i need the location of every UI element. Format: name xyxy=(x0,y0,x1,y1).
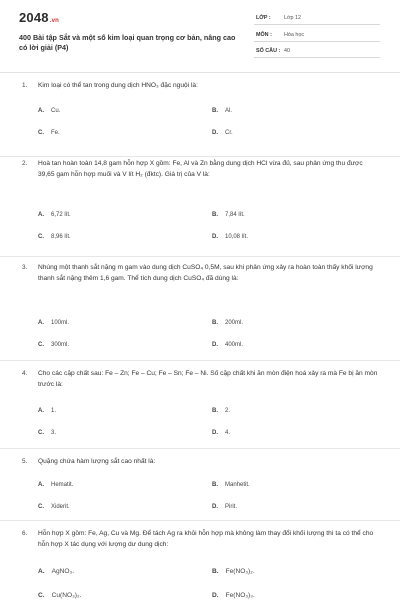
question-number: 6. xyxy=(22,530,28,537)
option-text: 4. xyxy=(225,430,231,436)
option-text: Cu(NO₃)₂. xyxy=(51,592,82,599)
option-text: AgNO₃. xyxy=(51,568,75,575)
question-item xyxy=(0,362,400,449)
option-letter: D. xyxy=(212,430,218,436)
option-letter: A. xyxy=(38,568,45,575)
question-stem: Hoà tan hoàn toàn 14,8 gam hỗn hợp X gồm: Fe, Al và Zn bằng dung dịch HCl vừa đủ, sau phản ứng thu được 39,65 gam hỗn hợp muối và V lít H₂ (đktc). Giá trị của V là: xyxy=(38,160,363,178)
meta-label: SỐ CÂU : xyxy=(256,48,281,54)
option-a[interactable] xyxy=(38,212,71,218)
option-c[interactable] xyxy=(38,504,70,510)
question-item xyxy=(0,522,400,612)
question-stem: Cho các cặp chất sau: Fe – Zn; Fe – Cu; Fe – Sn; Fe – Ni. Số cặp chất khi ăn mòn điện hoá xảy ra mà Fe bị ăn mòn trước là: xyxy=(38,370,378,388)
option-b[interactable] xyxy=(212,212,245,218)
option-text: Manhetit. xyxy=(225,482,250,488)
question-number: 1. xyxy=(22,82,28,89)
option-letter: D. xyxy=(212,130,218,136)
option-letter: B. xyxy=(212,482,218,488)
meta-question-count xyxy=(254,45,380,58)
option-a[interactable] xyxy=(38,108,60,114)
meta-value: Lớp 12 xyxy=(284,15,302,21)
meta-value: Hóa học xyxy=(284,32,305,38)
option-d[interactable] xyxy=(212,504,237,510)
option-c[interactable] xyxy=(38,130,60,136)
option-text: 400ml. xyxy=(225,342,244,348)
question-item xyxy=(0,152,400,257)
option-text: Fe(NO₃)₃. xyxy=(225,592,255,599)
meta-label: MÔN : xyxy=(256,32,272,38)
option-a[interactable] xyxy=(38,568,74,575)
option-c[interactable] xyxy=(38,430,56,436)
option-letter: C. xyxy=(38,130,44,136)
option-c[interactable] xyxy=(38,234,71,240)
option-d[interactable] xyxy=(212,430,230,436)
option-letter: B. xyxy=(212,108,218,114)
option-letter: B. xyxy=(212,212,218,218)
option-letter: D. xyxy=(212,504,218,510)
question-number: 4. xyxy=(22,370,28,377)
option-b[interactable] xyxy=(212,568,255,575)
document-header xyxy=(0,0,400,72)
option-c[interactable] xyxy=(38,342,69,348)
option-text: 100ml. xyxy=(51,320,70,326)
meta-label: LỚP : xyxy=(256,15,271,21)
question-number: 5. xyxy=(22,458,28,465)
option-text: 200ml. xyxy=(225,320,244,326)
option-b[interactable] xyxy=(212,408,230,414)
logo-suffix: .vn xyxy=(49,18,60,24)
option-b[interactable] xyxy=(212,108,232,114)
question-item xyxy=(0,256,400,361)
option-letter: A. xyxy=(38,482,44,488)
option-letter: B. xyxy=(212,568,219,575)
logo-text: 2048 xyxy=(19,10,49,25)
option-text: 10,08 lít. xyxy=(225,234,249,240)
option-text: 1. xyxy=(51,408,57,414)
meta-value: 40 xyxy=(284,48,290,54)
option-letter: B. xyxy=(212,408,218,414)
option-text: Hematit. xyxy=(51,482,74,488)
option-d[interactable] xyxy=(212,342,243,348)
site-logo[interactable] xyxy=(19,10,59,25)
option-letter: C. xyxy=(38,234,44,240)
option-text: 2. xyxy=(225,408,231,414)
option-text: 7,84 lít. xyxy=(225,212,245,218)
option-a[interactable] xyxy=(38,482,73,488)
option-d[interactable] xyxy=(212,234,248,240)
option-letter: C. xyxy=(38,592,45,599)
question-stem: Nhúng một thanh sắt nặng m gam vào dung dịch CuSO₄ 0,5M, sau khi phản ứng xảy ra hoàn toàn thấy khối lượng thanh sắt nặng thêm 1,6 gam. Thể tích dung dịch CuSO₄ đã dùng là: xyxy=(38,264,373,282)
option-d[interactable] xyxy=(212,592,255,599)
option-text: 300ml. xyxy=(51,342,70,348)
option-letter: A. xyxy=(38,320,44,326)
option-a[interactable] xyxy=(38,320,69,326)
option-text: 3. xyxy=(51,430,57,436)
option-text: Fe(NO₃)₂. xyxy=(225,568,255,575)
question-stem: Kim loại có thể tan trong dung dịch HNO₃ đặc nguội là: xyxy=(38,82,198,89)
option-letter: B. xyxy=(212,320,218,326)
option-text: Al. xyxy=(225,108,233,114)
option-b[interactable] xyxy=(212,320,243,326)
header-divider xyxy=(0,72,400,73)
question-stem: Quặng chứa hàm lượng sắt cao nhất là: xyxy=(38,458,156,465)
option-text: 8,96 lít. xyxy=(51,234,71,240)
option-text: Xiderit. xyxy=(51,504,70,510)
option-a[interactable] xyxy=(38,408,56,414)
option-text: Pirit. xyxy=(225,504,237,510)
option-letter: C. xyxy=(38,342,44,348)
option-text: Cr. xyxy=(225,130,233,136)
question-item xyxy=(0,450,400,521)
option-letter: D. xyxy=(212,234,218,240)
option-text: Cu. xyxy=(51,108,61,114)
option-text: Fe. xyxy=(51,130,60,136)
option-letter: D. xyxy=(212,342,218,348)
meta-subject xyxy=(254,29,380,42)
option-letter: C. xyxy=(38,504,44,510)
option-letter: C. xyxy=(38,430,44,436)
question-item xyxy=(0,74,400,157)
option-letter: A. xyxy=(38,212,44,218)
document-title: 400 Bài tập Sắt và một số kim loại quan trọng cơ bản, nâng cao có lời giải (P4) xyxy=(19,33,236,52)
question-stem: Hỗn hợp X gồm: Fe, Ag, Cu và Mg. Để tách Ag ra khỏi hỗn hợp mà không làm thay đổi khối lượng thì ta có thể cho hỗn hợp X tác dụng với lượng dư dung dịch: xyxy=(38,530,374,548)
option-text: 6,72 lít. xyxy=(51,212,71,218)
option-b[interactable] xyxy=(212,482,250,488)
meta-grade xyxy=(254,12,380,25)
option-letter: A. xyxy=(38,408,44,414)
option-c[interactable] xyxy=(38,592,81,599)
option-letter: A. xyxy=(38,108,44,114)
question-number: 2. xyxy=(22,160,28,167)
option-letter: D. xyxy=(212,592,219,599)
question-number: 3. xyxy=(22,264,28,271)
option-d[interactable] xyxy=(212,130,233,136)
